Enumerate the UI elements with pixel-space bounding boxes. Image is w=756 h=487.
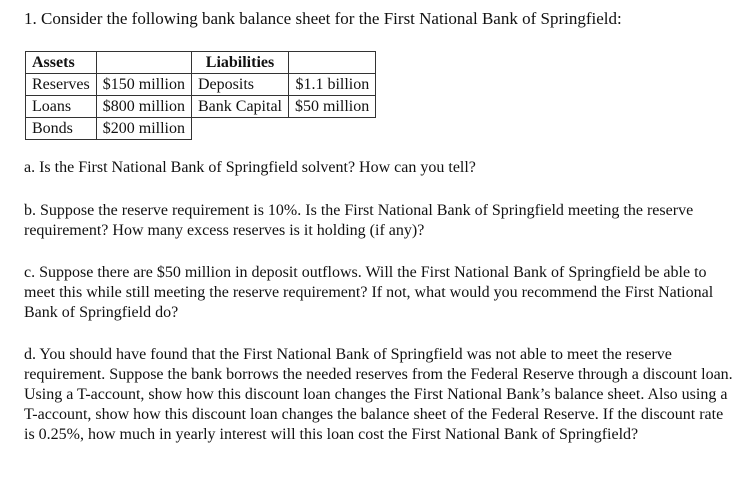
asset-value: $150 million [96, 74, 191, 96]
liabilities-header-spacer [288, 52, 375, 74]
liability-value: $1.1 billion [288, 74, 375, 96]
liability-value [288, 118, 375, 140]
liabilities-header: Liabilities [192, 52, 289, 74]
asset-label: Reserves [26, 74, 97, 96]
asset-value: $200 million [96, 118, 191, 140]
table-row [26, 96, 376, 118]
liability-value: $50 million [288, 96, 375, 118]
part-a-question: a. Is the First National Bank of Springfield solvent? How can you tell? [24, 159, 476, 176]
asset-label: Bonds [26, 118, 97, 140]
table-row [26, 118, 376, 140]
liability-label: Bank Capital [192, 96, 289, 118]
table-row [26, 74, 376, 96]
liability-label [192, 118, 289, 140]
asset-label: Loans [26, 96, 97, 118]
balance-sheet-table [25, 51, 376, 140]
table-header-row [26, 52, 376, 74]
question-title: 1. Consider the following bank balance sheet for the First National Bank of Springfield: [24, 9, 622, 28]
assets-header-spacer [96, 52, 191, 74]
asset-value: $800 million [96, 96, 191, 118]
liability-label: Deposits [192, 74, 289, 96]
part-b-question: b. Suppose the reserve requirement is 10%. Is the First National Bank of Springfield meeting the reserve requirement? How many excess reserves is it holding (if any)? [24, 202, 694, 239]
part-d-question: d. You should have found that the First National Bank of Springfield was not able to meet the reserve requirement. Suppose the bank borrows the needed reserves from the Federal Reserve through a discount loan. Using a T-account, show how this discount loan changes the First National Bank’s balance sheet. Also using a T-account, show how this discount loan changes the balance sheet of the Federal Reserve. If the discount rate is 0.25%, how much in yearly interest will this loan cost the First National Bank of Springfield? [24, 346, 733, 443]
part-c-question: c. Suppose there are $50 million in deposit outflows. Will the First National Bank of Springfield be able to meet this while still meeting the reserve requirement? If not, what would you recommend the First National Bank of Springfield do? [24, 264, 714, 321]
assets-header: Assets [26, 52, 97, 74]
